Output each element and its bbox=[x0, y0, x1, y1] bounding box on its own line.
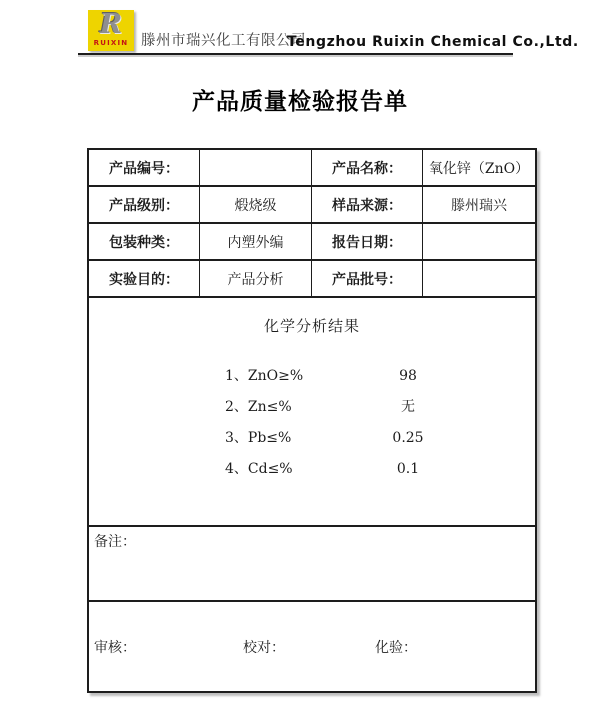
analysis-items bbox=[89, 361, 535, 485]
field-value-product-number bbox=[200, 150, 312, 185]
document-title: 产品质量检验报告单 bbox=[192, 89, 408, 115]
info-row-product-number bbox=[89, 150, 535, 187]
analysis-heading: 化学分析结果 bbox=[263, 317, 360, 335]
analysis-section bbox=[89, 298, 535, 527]
analysis-item-name: 1、ZnO≥% bbox=[225, 368, 304, 384]
field-value-test-purpose: 产品分析 bbox=[200, 261, 312, 296]
field-value-packaging-type: 内塑外编 bbox=[200, 224, 312, 259]
signature-test-label: 化验： bbox=[375, 640, 417, 656]
company-name-english: Tengzhou Ruixin Chemical Co.,Ltd. bbox=[287, 34, 579, 50]
field-label-product-grade: 产品级别： bbox=[89, 187, 200, 222]
company-name-chinese: 滕州市瑞兴化工有限公司 bbox=[141, 33, 306, 49]
analysis-item-value: 0.25 bbox=[392, 430, 424, 446]
analysis-item-name: 3、Pb≤% bbox=[225, 430, 292, 446]
field-value-product-grade: 煅烧级 bbox=[200, 187, 312, 222]
analysis-item-zno bbox=[89, 361, 535, 392]
analysis-item-value: 无 bbox=[401, 399, 415, 415]
analysis-item-name: 4、Cd≤% bbox=[225, 461, 293, 477]
analysis-item-cd bbox=[89, 454, 535, 485]
field-label-product-name: 产品名称： bbox=[312, 150, 423, 185]
analysis-item-zn bbox=[89, 392, 535, 423]
logo-brand-text: RUIXIN bbox=[93, 39, 129, 47]
signature-section bbox=[89, 602, 535, 691]
field-label-test-purpose: 实验目的： bbox=[89, 261, 200, 296]
info-row-test-purpose bbox=[89, 261, 535, 298]
info-row-packaging-type bbox=[89, 224, 535, 261]
remark-section bbox=[89, 527, 535, 602]
remark-label: 备注： bbox=[94, 534, 136, 550]
signature-proofread-label: 校对： bbox=[243, 640, 285, 656]
analysis-item-name: 2、Zn≤% bbox=[225, 399, 292, 415]
logo-r-monogram-icon: R bbox=[99, 9, 123, 40]
field-value-sample-source: 滕州瑞兴 bbox=[451, 197, 507, 214]
signature-review-label: 审核： bbox=[94, 640, 136, 656]
field-label-sample-source: 样品来源： bbox=[312, 187, 423, 222]
field-label-report-date: 报告日期： bbox=[312, 224, 423, 259]
field-value-product-name: 氧化锌（ZnO） bbox=[428, 160, 530, 177]
field-value-batch-number bbox=[423, 261, 535, 296]
header-divider bbox=[78, 53, 513, 55]
analysis-item-value: 0.1 bbox=[396, 461, 420, 477]
field-label-product-number: 产品编号： bbox=[89, 150, 200, 185]
analysis-item-value: 98 bbox=[399, 368, 417, 384]
field-label-batch-number: 产品批号： bbox=[312, 261, 423, 296]
info-row-product-grade bbox=[89, 187, 535, 224]
field-label-packaging-type: 包装种类： bbox=[89, 224, 200, 259]
report-table bbox=[87, 148, 537, 693]
analysis-item-pb bbox=[89, 423, 535, 454]
company-logo bbox=[88, 10, 134, 51]
field-value-report-date bbox=[423, 224, 535, 259]
